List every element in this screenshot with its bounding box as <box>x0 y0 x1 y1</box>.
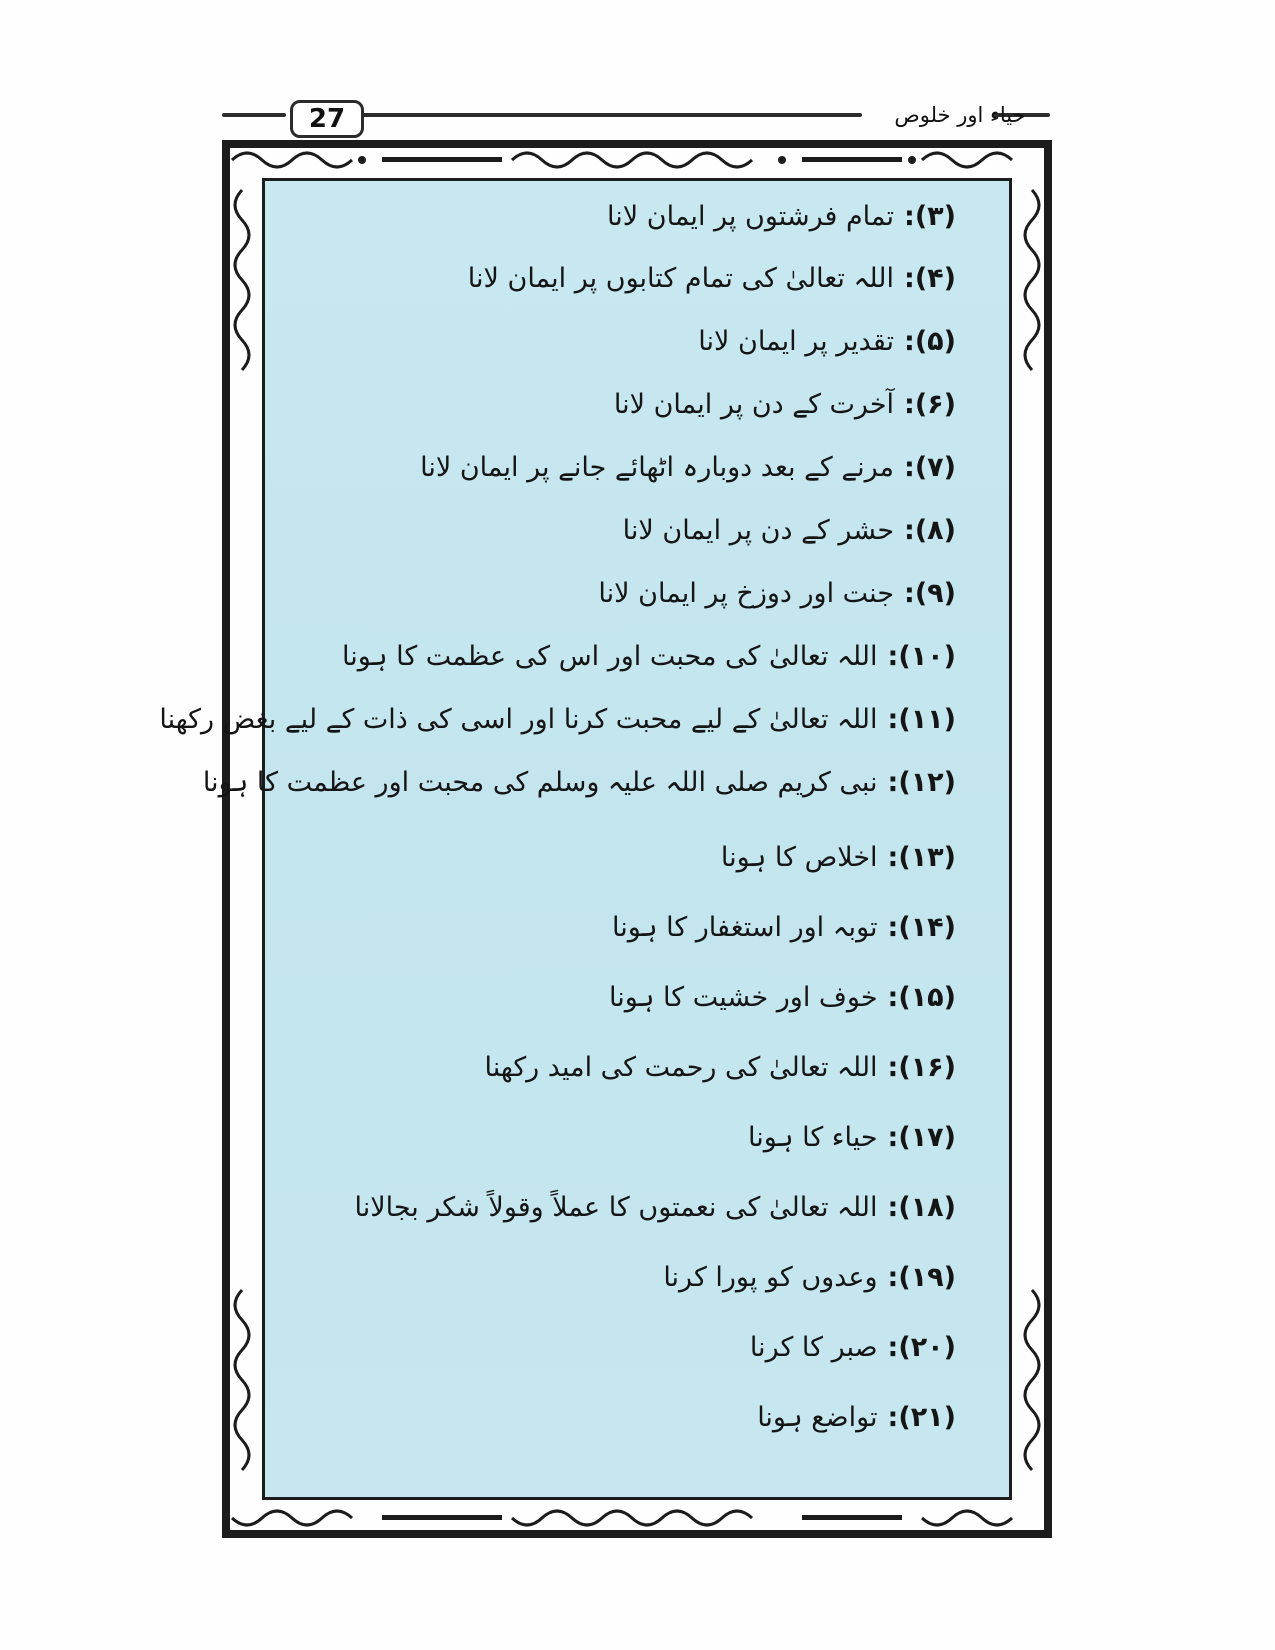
list-item: (۱۳):اخلاص کا ہونا <box>720 842 956 873</box>
list-content <box>159 178 1012 1500</box>
ornament-right-bottom-icon <box>1012 1280 1052 1500</box>
running-title: حیاء اور خلوص <box>894 103 1026 127</box>
list-item: (۸):حشر کے دن پر ایمان لانا <box>622 515 956 546</box>
list-item: (۲۰):صبر کا کرنا <box>749 1332 956 1363</box>
list-item: (۱۰):اللہ تعالیٰ کی محبت اور اس کی عظمت کا ہونا <box>342 641 956 672</box>
list-item: (۳):تمام فرشتوں پر ایمان لانا <box>607 201 956 232</box>
list-item: (۶):آخرت کے دن پر ایمان لانا <box>613 389 956 420</box>
list-item: (۴):اللہ تعالیٰ کی تمام کتابوں پر ایمان لانا <box>467 263 956 294</box>
header-rule-left <box>222 113 286 117</box>
list-item: (۱۹):وعدوں کو پورا کرنا <box>663 1262 956 1293</box>
list-item: (۱۶):اللہ تعالیٰ کی رحمت کی امید رکھنا <box>484 1052 956 1083</box>
list-item: (۱۴):توبہ اور استغفار کا ہونا <box>612 912 956 943</box>
list-item: (۱۱):اللہ تعالیٰ کے لیے محبت کرنا اور اسی کی ذات کے لیے بغض رکھنا <box>159 704 956 735</box>
list-item: (۷):مرنے کے بعد دوبارہ اٹھائے جانے پر ایمان لانا <box>420 452 956 483</box>
list-item: (۱۵):خوف اور خشیت کا ہونا <box>608 982 956 1013</box>
ornament-left-top-icon <box>222 180 262 400</box>
list-item: (۱۲):نبی کریم صلی اللہ علیہ وسلم کی محبت اور عظمت کا ہونا <box>202 767 956 798</box>
list-item: (۲۱):تواضع ہونا <box>757 1402 956 1433</box>
list-item: (۵):تقدیر پر ایمان لانا <box>698 326 956 357</box>
ornament-right-top-icon <box>1012 180 1052 400</box>
list-item: (۱۸):اللہ تعالیٰ کی نعمتوں کا عملاً وقولاً شکر بجالانا <box>354 1192 956 1223</box>
ornament-left-bottom-icon <box>222 1280 262 1500</box>
list-item: (۱۷):حیاء کا ہونا <box>748 1122 956 1153</box>
list-item: (۹):جنت اور دوزخ پر ایمان لانا <box>598 578 956 609</box>
ornament-bottom-icon <box>222 1498 1052 1538</box>
ornament-top-icon <box>222 140 1052 180</box>
page-number: 27 <box>290 100 364 138</box>
header-rule-middle <box>362 113 862 117</box>
